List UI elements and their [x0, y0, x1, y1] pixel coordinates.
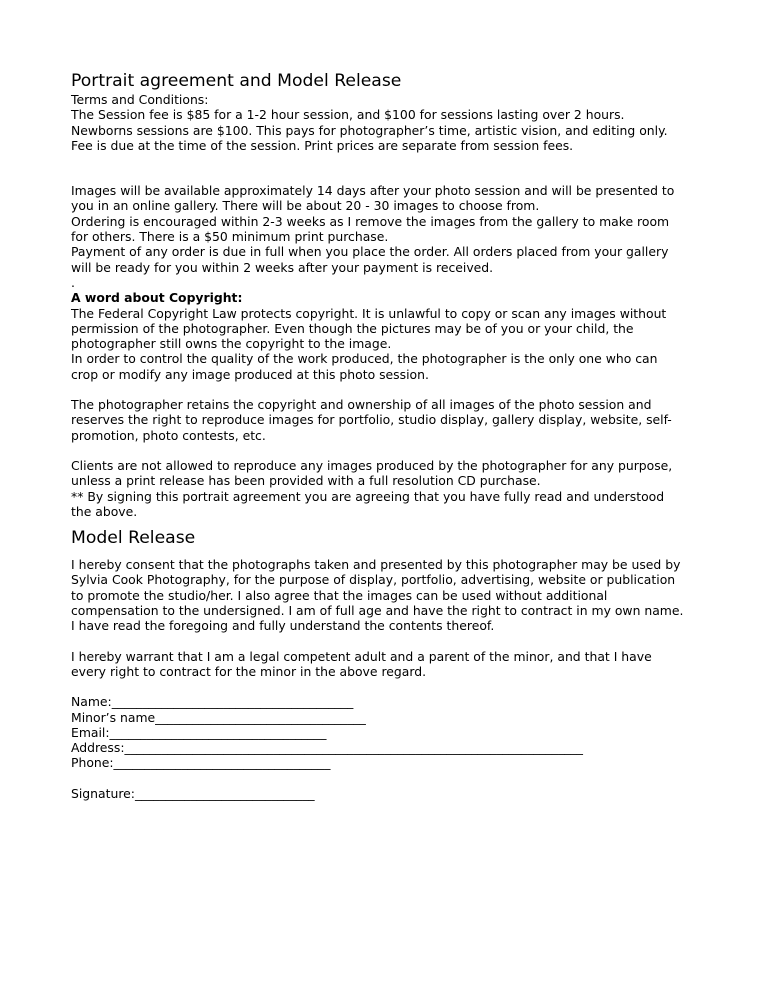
spacer — [71, 679, 711, 694]
email-field[interactable]: Email:___________________________________ — [71, 724, 327, 740]
spacer — [71, 443, 711, 458]
spacer — [71, 153, 711, 183]
copyright-heading: A word about Copyright: — [71, 290, 243, 306]
terms-paragraph: The Session fee is $85 for a 1-2 hour session, and $100 for sessions lasting over 2 hours. Newborns sessions are $100. This pays for photographer’s time, artistic vision, and editing only. Fee is due at the time of the session. Print prices are separate from session fees. — [71, 107, 668, 153]
document-page — [71, 70, 711, 801]
document-title: Portrait agreement and Model Release — [71, 71, 402, 91]
release-paragraph-1: I hereby consent that the photographs taken and presented by this photographer may be used by Sylvia Cook Photography, for the purpose of display, portfolio, advertising, website or publication to promote the studio/her. I also agree that the images can be used without additional compensation to the undersigned. I am of full age and have the right to contract in my own name. I have read the foregoing and fully understand the contents thereof. — [71, 557, 684, 634]
release-paragraph-2: I hereby warrant that I am a legal competent adult and a parent of the minor, and that I have every right to contract for the minor in the above regard. — [71, 648, 652, 679]
spacer — [71, 634, 711, 649]
spacer — [71, 519, 711, 527]
terms-heading: Terms and Conditions: — [71, 92, 209, 107]
spacer — [71, 549, 711, 557]
copyright-paragraph-3: Clients are not allowed to reproduce any images produced by the photographer for any purpose, unless a print release has been provided with a full resolution CD purchase. ** By signing this portrait agreement you are agreeing that you have fully read and understood the above. — [71, 457, 673, 519]
phone-field[interactable]: Phone:___________________________________ — [71, 755, 331, 771]
address-field[interactable]: Address:__________________________________________________________________________ — [71, 740, 583, 756]
spacer — [71, 382, 711, 397]
signature-field[interactable]: Signature:_____________________________ — [71, 785, 315, 801]
model-release-title: Model Release — [71, 528, 196, 549]
spacer — [71, 771, 711, 786]
copyright-paragraph-1: The Federal Copyright Law protects copyright. It is unlawful to copy or scan any images without permission of the photographer. Even though the pictures may be of you or your child, the photographer still owns the copyright to the image. In order to control the quality of the work produced, the photographer is the only one who can crop or modify any image produced at this photo session. — [71, 305, 667, 382]
name-field[interactable]: Name:_______________________________________ — [71, 694, 354, 710]
images-paragraph: Images will be available approximately 14 days after your photo session and will be presented to you in an online gallery. There will be about 20 - 30 images to choose from. Ordering is encouraged within 2-3 weeks as I remove the images from the gallery to make room for others. There is a $50 minimum print purchase. Payment of any order is due in full when you place the order. All orders placed from your gallery will be ready for you within 2 weeks after your payment is received. . — [71, 183, 675, 290]
minor-name-field[interactable]: Minor’s name__________________________________ — [71, 709, 366, 725]
copyright-paragraph-2: The photographer retains the copyright and ownership of all images of the photo session and reserves the right to reproduce images for portfolio, studio display, gallery display, website, self- promotion, photo contests, etc. — [71, 397, 672, 443]
